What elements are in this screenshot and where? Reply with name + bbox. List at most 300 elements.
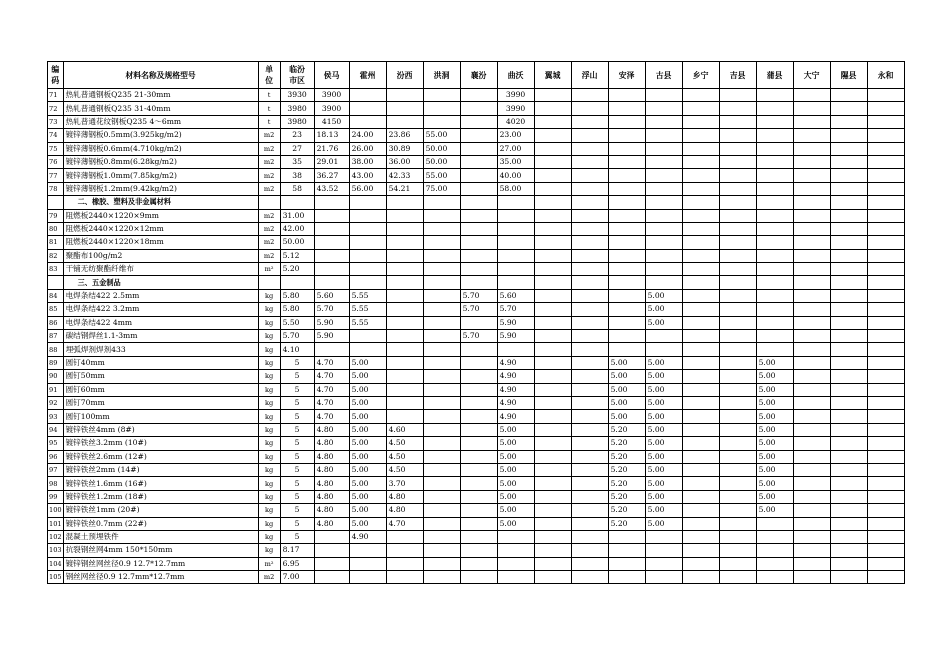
price-cell: 42.00 (280, 222, 314, 235)
unit-cell: kg (258, 370, 280, 383)
price-cell (386, 289, 423, 302)
price-cell (793, 490, 830, 503)
price-cell (867, 423, 904, 436)
price-cell (867, 571, 904, 584)
header-region: 安泽 (608, 62, 645, 89)
table-row (48, 155, 905, 168)
price-cell: 4.80 (314, 437, 349, 450)
price-cell (719, 236, 756, 249)
price-cell: 26.00 (349, 142, 386, 155)
price-cell (719, 330, 756, 343)
price-cell: 5.12 (280, 249, 314, 262)
material-name: 镀锌钢丝网丝径0.9 12.7*12.7mm (63, 557, 258, 570)
unit-cell: kg (258, 490, 280, 503)
price-cell: 30.89 (386, 142, 423, 155)
price-cell (682, 396, 719, 409)
price-cell (571, 330, 608, 343)
table-row (48, 222, 905, 235)
table-row (48, 343, 905, 356)
price-cell (460, 571, 497, 584)
table-row (48, 504, 905, 517)
price-cell (460, 490, 497, 503)
empty-cell (571, 276, 608, 289)
price-cell (682, 182, 719, 195)
price-sheet (47, 61, 905, 584)
row-code: 102 (48, 530, 64, 543)
price-cell (682, 209, 719, 222)
price-cell (534, 102, 571, 115)
price-cell: 5.00 (645, 383, 682, 396)
material-name: 镀锌薄钢板1.0mm(7.85kg/m2) (63, 169, 258, 182)
price-cell (793, 102, 830, 115)
price-cell: 18.13 (314, 129, 349, 142)
price-cell: 35.00 (497, 155, 534, 168)
price-cell: 5 (280, 356, 314, 369)
header-material-name: 材料名称及规格型号 (63, 62, 258, 89)
price-cell (497, 263, 534, 276)
price-cell (756, 222, 793, 235)
material-name: 碳结钢焊丝1.1-3mm (63, 330, 258, 343)
price-cell: 5.00 (349, 490, 386, 503)
price-cell (423, 557, 460, 570)
price-cell: 6.95 (280, 557, 314, 570)
price-cell (719, 530, 756, 543)
header-region: 大宁 (793, 62, 830, 89)
price-cell (497, 343, 534, 356)
unit-cell: m2 (258, 182, 280, 195)
header-region: 隰县 (830, 62, 867, 89)
price-cell: 5.00 (349, 410, 386, 423)
price-cell (682, 303, 719, 316)
table-row (48, 557, 905, 570)
price-cell: 36.00 (386, 155, 423, 168)
price-cell (386, 209, 423, 222)
price-cell (497, 236, 534, 249)
header-region: 翼城 (534, 62, 571, 89)
price-cell (645, 571, 682, 584)
price-cell: 5.00 (645, 450, 682, 463)
price-cell (423, 209, 460, 222)
material-name: 圆钉100mm (63, 410, 258, 423)
price-cell (571, 289, 608, 302)
price-cell (830, 102, 867, 115)
empty-cell (756, 276, 793, 289)
price-cell (423, 370, 460, 383)
material-name: 聚酯布100g/m2 (63, 249, 258, 262)
price-cell (793, 571, 830, 584)
price-cell (830, 423, 867, 436)
price-cell (682, 129, 719, 142)
row-code: 89 (48, 356, 64, 369)
empty-cell (793, 276, 830, 289)
header-row (48, 62, 905, 89)
price-cell (423, 222, 460, 235)
price-cell (682, 477, 719, 490)
price-cell: 5.00 (497, 437, 534, 450)
price-cell (719, 370, 756, 383)
price-cell (497, 209, 534, 222)
table-row (48, 517, 905, 530)
price-cell (682, 544, 719, 557)
price-cell (349, 209, 386, 222)
price-cell (830, 504, 867, 517)
price-cell: 5.00 (645, 289, 682, 302)
price-cell (349, 557, 386, 570)
header-region: 蒲县 (756, 62, 793, 89)
price-cell (793, 222, 830, 235)
price-cell (571, 115, 608, 128)
price-cell (719, 142, 756, 155)
unit-cell: m2 (258, 249, 280, 262)
price-cell (460, 129, 497, 142)
price-cell (534, 437, 571, 450)
price-cell (830, 155, 867, 168)
header-region: 吉县 (719, 62, 756, 89)
empty-cell (682, 276, 719, 289)
material-name: 阻燃板2440×1220×9mm (63, 209, 258, 222)
price-cell (719, 182, 756, 195)
price-cell (682, 463, 719, 476)
price-cell (460, 316, 497, 329)
table-row (48, 370, 905, 383)
price-cell (682, 343, 719, 356)
price-cell (682, 222, 719, 235)
price-cell (719, 463, 756, 476)
price-cell (830, 129, 867, 142)
price-cell (719, 396, 756, 409)
price-cell: 5.00 (497, 517, 534, 530)
empty-cell (756, 196, 793, 209)
row-code: 93 (48, 410, 64, 423)
price-cell (460, 222, 497, 235)
unit-cell: kg (258, 450, 280, 463)
price-cell (423, 504, 460, 517)
price-cell: 5.20 (608, 437, 645, 450)
material-name: 镀锌铁丝2.6mm (12#) (63, 450, 258, 463)
empty-cell (497, 196, 534, 209)
price-cell (571, 102, 608, 115)
price-cell (756, 102, 793, 115)
price-cell (460, 249, 497, 262)
price-cell (423, 89, 460, 102)
unit-cell: t (258, 89, 280, 102)
price-cell (645, 249, 682, 262)
price-cell: 50.00 (423, 142, 460, 155)
price-cell (830, 115, 867, 128)
price-cell: 5 (280, 423, 314, 436)
price-cell (571, 490, 608, 503)
header-unit: 单 位 (258, 62, 280, 89)
empty-cell (280, 196, 314, 209)
price-cell: 43.00 (349, 169, 386, 182)
price-cell: 5.55 (349, 316, 386, 329)
price-cell (497, 249, 534, 262)
price-cell (645, 102, 682, 115)
price-cell: 5.00 (645, 316, 682, 329)
price-cell: 5.00 (349, 383, 386, 396)
price-cell (793, 544, 830, 557)
price-cell: 5.00 (497, 423, 534, 436)
empty-cell (423, 196, 460, 209)
price-cell (608, 155, 645, 168)
empty-cell (719, 276, 756, 289)
price-cell: 5.00 (645, 303, 682, 316)
price-cell (756, 571, 793, 584)
section-code-cell (48, 196, 64, 209)
price-cell: 5 (280, 450, 314, 463)
empty-cell (571, 196, 608, 209)
price-cell (497, 571, 534, 584)
price-cell (608, 115, 645, 128)
price-cell (830, 571, 867, 584)
price-cell (314, 557, 349, 570)
price-cell: 5.00 (645, 490, 682, 503)
price-cell: 4.90 (497, 370, 534, 383)
row-code: 90 (48, 370, 64, 383)
price-cell (830, 343, 867, 356)
price-cell (534, 129, 571, 142)
price-cell (571, 236, 608, 249)
table-row (48, 544, 905, 557)
price-cell (534, 530, 571, 543)
material-name: 热轧普通花纹钢板Q235 4～6mm (63, 115, 258, 128)
empty-cell (793, 196, 830, 209)
unit-cell: m2 (258, 236, 280, 249)
price-cell (867, 289, 904, 302)
unit-cell: m2 (258, 209, 280, 222)
price-cell: 5.80 (280, 289, 314, 302)
price-cell (460, 530, 497, 543)
price-cell (534, 169, 571, 182)
price-cell (571, 571, 608, 584)
price-cell: 3.70 (386, 477, 423, 490)
header-region: 乡宁 (682, 62, 719, 89)
price-cell: 36.27 (314, 169, 349, 182)
table-row (48, 571, 905, 584)
unit-cell: m² (258, 557, 280, 570)
price-cell: 23 (280, 129, 314, 142)
price-cell (867, 396, 904, 409)
unit-cell: kg (258, 289, 280, 302)
price-cell (571, 356, 608, 369)
price-cell (830, 410, 867, 423)
price-cell (719, 450, 756, 463)
price-cell (867, 410, 904, 423)
price-cell (423, 477, 460, 490)
header-region: 霍州 (349, 62, 386, 89)
price-cell: 5.00 (756, 477, 793, 490)
price-cell (386, 356, 423, 369)
price-cell: 5.00 (756, 490, 793, 503)
row-code: 80 (48, 222, 64, 235)
header-region: 汾西 (386, 62, 423, 89)
unit-cell: kg (258, 356, 280, 369)
price-cell: 5.00 (349, 463, 386, 476)
price-cell: 4.80 (386, 490, 423, 503)
empty-cell (460, 276, 497, 289)
price-cell (719, 571, 756, 584)
price-cell: 55.00 (423, 129, 460, 142)
price-cell: 5.00 (497, 504, 534, 517)
row-code: 76 (48, 155, 64, 168)
price-cell (534, 504, 571, 517)
price-cell: 5.20 (608, 477, 645, 490)
unit-cell: m2 (258, 142, 280, 155)
header-region: 侯马 (314, 62, 349, 89)
price-cell (534, 571, 571, 584)
price-cell: 5.00 (349, 504, 386, 517)
table-row (48, 209, 905, 222)
price-cell: 5.80 (280, 303, 314, 316)
table-row (48, 330, 905, 343)
price-cell: 4.80 (314, 463, 349, 476)
price-cell (608, 236, 645, 249)
price-cell: 3990 (497, 89, 534, 102)
price-cell (830, 303, 867, 316)
price-cell (460, 89, 497, 102)
price-cell: 4.60 (386, 423, 423, 436)
price-cell (719, 517, 756, 530)
header-region: 曲沃 (497, 62, 534, 89)
price-cell (608, 343, 645, 356)
price-cell: 5.70 (460, 330, 497, 343)
price-cell: 3900 (314, 89, 349, 102)
price-cell (682, 102, 719, 115)
price-cell (349, 343, 386, 356)
empty-cell (645, 196, 682, 209)
table-row (48, 530, 905, 543)
price-cell (793, 155, 830, 168)
price-cell (314, 263, 349, 276)
price-cell (423, 544, 460, 557)
price-cell (867, 504, 904, 517)
price-cell (756, 303, 793, 316)
price-cell (460, 504, 497, 517)
price-cell (719, 490, 756, 503)
price-cell (423, 437, 460, 450)
row-code: 100 (48, 504, 64, 517)
price-cell (645, 182, 682, 195)
price-cell (534, 115, 571, 128)
price-cell: 5.00 (349, 423, 386, 436)
price-cell (682, 370, 719, 383)
empty-cell (280, 276, 314, 289)
price-cell: 4.10 (280, 343, 314, 356)
price-cell (682, 169, 719, 182)
price-cell (608, 316, 645, 329)
price-cell (608, 571, 645, 584)
price-cell (608, 530, 645, 543)
price-cell (793, 530, 830, 543)
price-cell: 54.21 (386, 182, 423, 195)
price-cell (571, 222, 608, 235)
row-code: 92 (48, 396, 64, 409)
row-code: 85 (48, 303, 64, 316)
price-cell (756, 249, 793, 262)
unit-cell: kg (258, 410, 280, 423)
price-cell (756, 169, 793, 182)
price-cell (571, 89, 608, 102)
price-cell (460, 209, 497, 222)
price-cell (830, 330, 867, 343)
price-cell: 5.00 (645, 477, 682, 490)
price-cell (571, 410, 608, 423)
material-name: 埋弧焊剂焊剂433 (63, 343, 258, 356)
price-cell (756, 142, 793, 155)
price-cell: 4.80 (314, 477, 349, 490)
material-name: 镀锌薄钢板1.2mm(9.42kg/m2) (63, 182, 258, 195)
price-cell (497, 222, 534, 235)
price-cell: 3990 (497, 102, 534, 115)
price-cell: 4.70 (314, 383, 349, 396)
price-cell: 5 (280, 410, 314, 423)
price-cell (423, 330, 460, 343)
row-code: 87 (48, 330, 64, 343)
price-cell (534, 423, 571, 436)
section-row (48, 276, 905, 289)
unit-cell: kg (258, 517, 280, 530)
unit-cell: kg (258, 330, 280, 343)
price-cell: 5.90 (497, 330, 534, 343)
unit-cell: kg (258, 530, 280, 543)
price-cell (460, 142, 497, 155)
price-cell (534, 544, 571, 557)
price-cell (830, 544, 867, 557)
price-cell (497, 557, 534, 570)
price-cell (793, 89, 830, 102)
empty-cell (534, 196, 571, 209)
price-cell (867, 383, 904, 396)
price-cell: 4150 (314, 115, 349, 128)
price-cell (534, 330, 571, 343)
price-cell (571, 155, 608, 168)
price-cell (682, 571, 719, 584)
table-row (48, 236, 905, 249)
price-cell: 5.00 (349, 437, 386, 450)
price-cell (534, 263, 571, 276)
price-cell (460, 544, 497, 557)
price-cell: 31.00 (280, 209, 314, 222)
price-cell (867, 330, 904, 343)
price-cell: 5.00 (608, 410, 645, 423)
price-cell (867, 450, 904, 463)
unit-cell: kg (258, 463, 280, 476)
price-cell (349, 330, 386, 343)
price-cell (719, 544, 756, 557)
price-cell: 5.90 (314, 316, 349, 329)
price-cell (867, 437, 904, 450)
price-cell: 7.00 (280, 571, 314, 584)
row-code: 79 (48, 209, 64, 222)
price-cell (867, 236, 904, 249)
row-code: 88 (48, 343, 64, 356)
price-cell (867, 249, 904, 262)
row-code: 71 (48, 89, 64, 102)
unit-cell: t (258, 102, 280, 115)
price-cell: 5.00 (756, 396, 793, 409)
price-cell: 5.00 (608, 396, 645, 409)
price-cell (867, 356, 904, 369)
price-cell (793, 356, 830, 369)
price-cell: 5.00 (645, 370, 682, 383)
price-cell: 5.00 (349, 450, 386, 463)
empty-cell (386, 276, 423, 289)
price-cell (719, 102, 756, 115)
price-cell: 5.00 (349, 356, 386, 369)
price-cell (386, 557, 423, 570)
price-cell (719, 303, 756, 316)
price-cell: 5.00 (608, 356, 645, 369)
